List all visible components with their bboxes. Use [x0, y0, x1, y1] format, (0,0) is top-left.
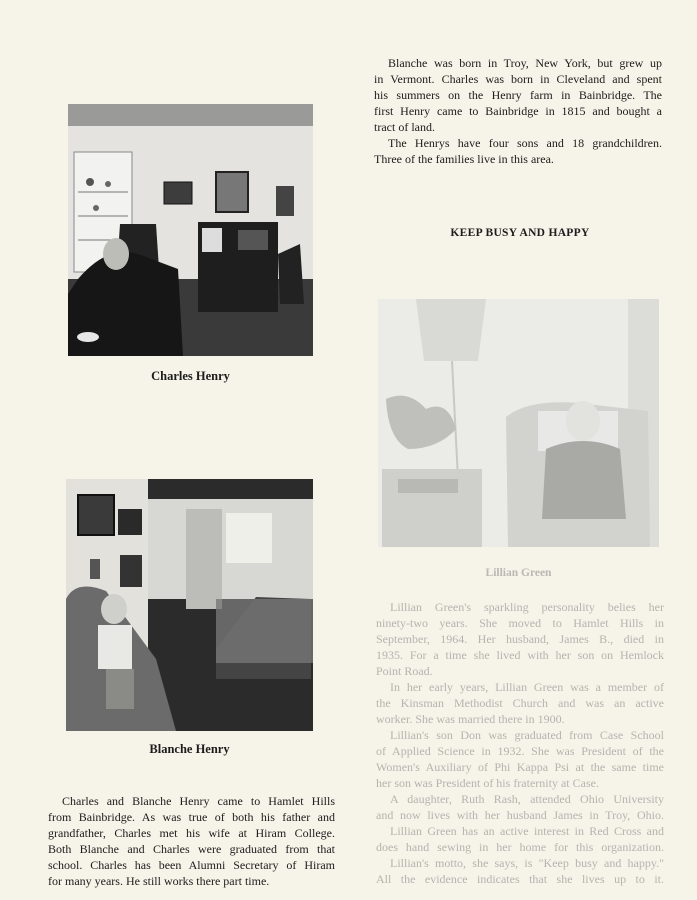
text-line: first Henry came to Bainbridge in 1815 and bought a — [374, 104, 662, 118]
text-line: of Applied Science in 1932. She was President of the — [376, 744, 664, 758]
text-line: in Vermont. Charles was born in Cleveland and spent — [374, 72, 662, 86]
henry-couple-paragraph — [48, 793, 335, 889]
text-line: Lillian's son Don was graduated from Case School — [390, 728, 664, 742]
text-line: grandfather, Charles met his wife at Hiram College. — [48, 826, 335, 840]
text-line: worker. She was married there in 1900. — [376, 712, 565, 726]
text-line: Women's Auxiliary of Phi Kappa Psi at the same time — [376, 760, 664, 774]
section-heading: KEEP BUSY AND HAPPY — [450, 227, 590, 239]
charles-henry-caption: Charles Henry — [151, 369, 230, 383]
text-line: Three of the families live in this area. — [374, 152, 554, 166]
text-line: Lillian Green has an active interest in Red Cross and — [390, 824, 664, 838]
blanche-bio-paragraph — [374, 55, 662, 167]
lillian-green-paragraph — [376, 599, 664, 887]
text-line: and now lives with her husband James in Troy, Ohio. — [376, 808, 664, 822]
text-line: Lillian Green's sparkling personality belies her — [390, 600, 664, 614]
text-line: for many years. He still works there part time. — [48, 874, 270, 888]
text-line: her son was President of his fraternity at Case. — [376, 776, 599, 790]
text-line: 1935. For a time she lived with her son on Hemlock — [376, 648, 664, 662]
text-line: from Bainbridge. As was true of both his father and — [48, 810, 335, 824]
text-line: All the evidence indicates that she lives up to it. — [376, 872, 664, 886]
text-line: In her early years, Lillian Green was a member of — [390, 680, 664, 694]
text-line: his summers on the Henry farm in Bainbridge. The — [374, 88, 662, 102]
text-line: Both Blanche and Charles were graduated from that — [48, 842, 335, 856]
text-line: does hand sewing in her home for this organization. — [376, 840, 664, 854]
text-line: the Kinsman Methodist Church and was an active — [376, 696, 664, 710]
text-line: Point Road. — [376, 664, 433, 678]
text-line: The Henrys have four sons and 18 grandchildren. — [388, 136, 662, 150]
lillian-green-caption: Lillian Green — [485, 567, 552, 579]
text-line: A daughter, Ruth Rash, attended Ohio University — [390, 792, 664, 806]
lillian-green-photo — [378, 299, 659, 547]
text-line: school. Charles has been Alumni Secretary of Hiram — [48, 858, 335, 872]
text-line: Blanche was born in Troy, New York, but grew up — [388, 56, 662, 70]
charles-henry-photo — [68, 104, 313, 356]
text-line: Lillian's motto, she says, is "Keep busy and happy." — [390, 856, 664, 870]
text-line: Charles and Blanche Henry came to Hamlet Hills — [62, 794, 335, 808]
blanche-henry-caption: Blanche Henry — [149, 742, 230, 756]
blanche-henry-photo — [66, 479, 313, 731]
text-line: tract of land. — [374, 120, 435, 134]
text-line: ninety-two years. She moved to Hamlet Hills in — [376, 616, 664, 630]
text-line: September, 1964. Her husband, James B., died in — [376, 632, 664, 646]
